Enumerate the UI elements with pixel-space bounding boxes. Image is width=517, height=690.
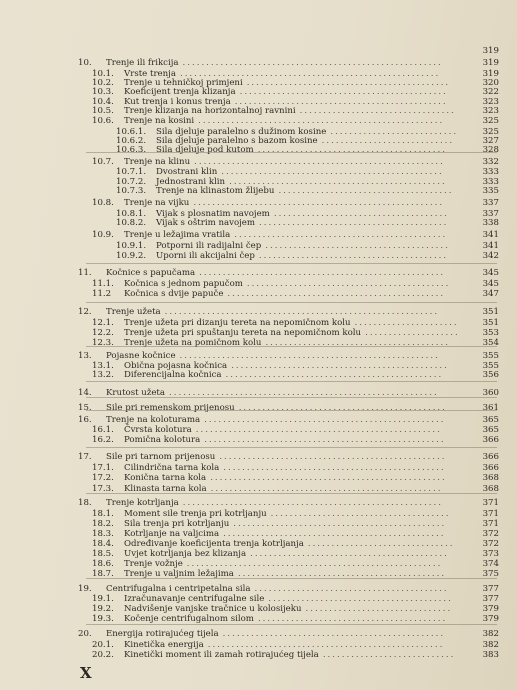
- toc-page-number: 323: [482, 97, 499, 107]
- toc-entry-number: 19.: [78, 584, 92, 594]
- dot-leader: ....................................................: [195, 425, 442, 435]
- dot-leader: .....................................................: [194, 157, 445, 167]
- dot-leader: .....................................: [273, 209, 449, 219]
- toc-entry-title: Određivanje koeficijenta trenja kotrljanja: [124, 539, 304, 549]
- toc-entry-number: 10.6.: [92, 116, 114, 126]
- toc-entry: [92, 604, 452, 614]
- toc-entry-title: Krutost užeta: [106, 388, 166, 398]
- dot-leader: ..............................................: [229, 177, 447, 187]
- dot-leader: .................................................: [210, 484, 443, 494]
- toc-entry-title: Diferencijalna kočnica: [124, 370, 222, 380]
- toc-page-number: 365: [482, 425, 499, 435]
- toc-entry-number: 13.: [78, 351, 92, 361]
- toc-page-number: 333: [482, 167, 499, 177]
- dot-leader: ........................................: [257, 614, 448, 624]
- toc-page-number: 371: [482, 519, 499, 529]
- toc-page-number: 347: [482, 289, 499, 299]
- toc-entry-number: 20.2.: [92, 650, 114, 660]
- toc-entry-title: Trenje užeta pri dizanju tereta na nepomičnom kolu: [124, 318, 351, 328]
- toc-page-number: 372: [482, 539, 499, 549]
- toc-entry-number: 10.5.: [92, 106, 114, 116]
- toc-entry-number: 10.9.1.: [116, 241, 147, 251]
- toc-entry: [78, 268, 445, 278]
- toc-entry-number: 10.8.2.: [116, 218, 147, 228]
- dot-leader: ...............................................: [223, 463, 446, 473]
- toc-page-number: 366: [482, 435, 499, 445]
- dot-leader: ....................................................: [199, 268, 446, 278]
- toc-entry: [78, 415, 445, 425]
- toc-page-number: 325: [482, 116, 499, 126]
- dot-leader: ......................................................: [186, 559, 443, 569]
- dot-leader: .......................................: [265, 241, 450, 251]
- toc-entry-title: Kočnica s jednom papučom: [124, 279, 243, 289]
- folio-numeral: X: [80, 664, 93, 682]
- toc-entry-title: Uvjet kotrljanja bez klizanja: [124, 549, 247, 559]
- dot-leader: ........................................: [258, 251, 449, 261]
- section-divider: [86, 447, 497, 448]
- toc-entry-number: 10.6.1.: [116, 127, 147, 137]
- toc-page-number: 383: [482, 650, 499, 660]
- dot-leader: ...........................: [330, 127, 459, 137]
- dot-leader: ....................................................: [198, 116, 445, 126]
- toc-entry-number: 16.2.: [92, 435, 114, 445]
- toc-entry: [92, 549, 449, 559]
- toc-page-number: 365: [482, 415, 499, 425]
- dot-leader: ..................................................: [210, 473, 447, 483]
- toc-entry-number: 18.2.: [92, 519, 114, 529]
- toc-entry-title: Čvrsta kolotura: [124, 425, 192, 435]
- toc-entry: [78, 452, 446, 462]
- toc-page-number: 338: [482, 218, 499, 228]
- toc-entry-title: Trenje na koloturama: [106, 415, 201, 425]
- dot-leader: .......................................................: [182, 58, 443, 68]
- toc-entry: [92, 559, 442, 569]
- toc-page-number: 354: [482, 338, 499, 348]
- toc-page-number: 337: [482, 198, 499, 208]
- toc-entry: [78, 584, 449, 594]
- toc-page-number: 333: [482, 177, 499, 187]
- toc-entry: [92, 370, 443, 380]
- toc-page-number: 368: [482, 484, 499, 494]
- dot-leader: ............................................: [237, 569, 447, 579]
- toc-entry: [92, 594, 453, 604]
- toc-entry: [92, 289, 445, 299]
- toc-entry-title: Sila trenja pri kotrljanju: [124, 519, 230, 529]
- toc-entry-title: Uporni ili akcijalni čep: [156, 251, 255, 261]
- toc-entry: [78, 498, 443, 508]
- toc-page-number: 374: [482, 559, 499, 569]
- dot-leader: .........................................: [254, 584, 449, 594]
- toc-entry: [92, 539, 455, 549]
- toc-page-number: 377: [482, 594, 499, 604]
- toc-page-number: 382: [482, 640, 499, 650]
- toc-entry: [116, 167, 444, 177]
- toc-entry: [92, 198, 444, 208]
- toc-page-number: 351: [482, 318, 499, 328]
- toc-entry-number: 10.2.: [92, 78, 114, 88]
- toc-entry: [92, 425, 442, 435]
- toc-page-number: 332: [482, 157, 499, 167]
- section-divider: [86, 263, 497, 264]
- toc-page-number: 335: [482, 186, 499, 196]
- toc-entry-title: Kotrljanje na valjcima: [124, 529, 220, 539]
- toc-entry-number: 19.2.: [92, 604, 114, 614]
- toc-entry-title: Trenje klizanja na horizontalnoj ravnini: [124, 106, 296, 116]
- toc-page-number: 325: [482, 127, 499, 137]
- toc-entry-title: Kočnice s papučama: [106, 268, 196, 278]
- toc-entry-title: Trenje vožnje: [124, 559, 183, 569]
- toc-entry-number: 12.3.: [92, 338, 114, 348]
- toc-entry: [78, 629, 445, 639]
- toc-entry: [92, 650, 455, 660]
- toc-page-number: 323: [482, 106, 499, 116]
- toc-entry-title: Potporni ili radijalni čep: [156, 241, 262, 251]
- dot-leader: .........................................................: [169, 388, 439, 398]
- dot-leader: .......................................: [265, 338, 450, 348]
- toc-entry: [92, 614, 447, 624]
- toc-entry: [92, 463, 446, 473]
- toc-entry: [92, 519, 446, 529]
- top-page-number: 319: [482, 46, 499, 56]
- toc-entry-number: 18.1.: [92, 509, 114, 519]
- toc-entry-number: 10.1.: [92, 69, 114, 79]
- toc-entry-title: Trenje užeta pri spuštanju tereta na nepomičnom kolu: [124, 328, 362, 338]
- toc-page-number: 379: [482, 614, 499, 624]
- toc-entry-number: 12.: [78, 307, 92, 317]
- toc-page-number: 319: [482, 58, 499, 68]
- toc-entry-number: 17.2.: [92, 473, 114, 483]
- toc-entry: [78, 58, 443, 68]
- toc-entry-number: 15.: [78, 403, 92, 413]
- toc-entry-number: 11.1.: [92, 279, 114, 289]
- toc-entry-title: Kinetička energija: [124, 640, 204, 650]
- toc-entry-title: Trenje na klinastom žlijebu: [156, 186, 275, 196]
- toc-page-number: 371: [482, 498, 499, 508]
- toc-entry: [92, 230, 447, 240]
- toc-entry-title: Kinetički moment ili zamah rotirajućeg tijela: [124, 650, 319, 660]
- dot-leader: ................................................: [219, 452, 447, 462]
- toc-entry: [78, 307, 439, 317]
- toc-entry-title: Koeficijent trenja klizanja: [124, 87, 236, 97]
- toc-entry-title: Pojasne kočnice: [106, 351, 176, 361]
- toc-entry-title: Vijak s plosnatim navojem: [156, 209, 270, 219]
- toc-page-number: 366: [482, 452, 499, 462]
- section-divider: [86, 152, 497, 153]
- dot-leader: .............................................: [234, 230, 448, 240]
- toc-entry-number: 10.7.3.: [116, 186, 147, 196]
- dot-leader: ...............................................: [221, 167, 444, 177]
- toc-entry-number: 18.3.: [92, 529, 114, 539]
- toc-entry: [92, 318, 459, 328]
- dot-leader: ....................: [365, 328, 460, 338]
- toc-entry-title: Vrste trenja: [124, 69, 176, 79]
- toc-entry-number: 18.7.: [92, 569, 114, 579]
- dot-leader: .......................................................: [182, 498, 443, 508]
- toc-entry-number: 10.4.: [92, 97, 114, 107]
- toc-entry-title: Nadvišenje vanjske tračnice u kolosijeku: [124, 604, 302, 614]
- toc-entry: [78, 351, 440, 361]
- section-divider: [86, 302, 497, 303]
- toc-entry: [92, 473, 447, 483]
- toc-entry-title: Trenje u ležajima vratila: [124, 230, 231, 240]
- section-divider: [86, 381, 497, 382]
- dot-leader: ..........................................................: [164, 307, 440, 317]
- toc-page-number: 327: [482, 136, 499, 146]
- toc-entry-number: 10.6.3.: [116, 145, 147, 155]
- toc-entry: [116, 186, 454, 196]
- section-divider: [86, 397, 497, 398]
- toc-page-number: 373: [482, 549, 499, 559]
- toc-entry-number: 12.1.: [92, 318, 114, 328]
- toc-entry: [92, 435, 446, 445]
- dot-leader: ..............................................: [227, 289, 446, 299]
- toc-page-number: 351: [482, 307, 499, 317]
- toc-entry-title: Sila djeluje paralelno s dužinom kosine: [156, 127, 327, 137]
- toc-entry: [116, 218, 448, 228]
- toc-page-number: 360: [482, 388, 499, 398]
- toc-page-number: 371: [482, 509, 499, 519]
- toc-entry-title: Trenje na vijku: [124, 198, 190, 208]
- toc-entry-title: Vijak s oštrim navojem: [156, 218, 256, 228]
- dot-leader: ............................: [321, 136, 455, 146]
- toc-page-number: 372: [482, 529, 499, 539]
- toc-entry-number: 10.9.2.: [116, 251, 147, 261]
- toc-entry-title: Izračunavanje centrifugalne sile: [124, 594, 265, 604]
- toc-page-number: 375: [482, 569, 499, 579]
- toc-entry-title: Sila djeluje pod kutom: [156, 145, 254, 155]
- toc-page-number: 345: [482, 268, 499, 278]
- toc-entry: [116, 251, 448, 261]
- toc-entry-number: 10.3.: [92, 87, 114, 97]
- toc-entry: [92, 106, 456, 116]
- toc-entry-number: 17.: [78, 452, 92, 462]
- toc-page-number: 342: [482, 251, 499, 261]
- dot-leader: ...................................................: [204, 415, 446, 425]
- toc-page-number: 328: [482, 145, 499, 155]
- toc-entry-number: 18.: [78, 498, 92, 508]
- dot-leader: .....................................................: [193, 198, 445, 208]
- toc-page-number: 322: [482, 87, 499, 97]
- toc-page-number: 368: [482, 473, 499, 483]
- section-divider: [86, 410, 497, 411]
- toc-entry-title: Trenje na kosini: [124, 116, 195, 126]
- toc-entry-number: 10.8.: [92, 198, 114, 208]
- toc-entry: [92, 328, 460, 338]
- toc-entry-title: Energija rotirajućeg tijela: [106, 629, 219, 639]
- toc-entry-number: 13.2.: [92, 370, 114, 380]
- toc-entry: [92, 529, 445, 539]
- toc-page-number: 337: [482, 209, 499, 219]
- toc-page-number: 382: [482, 629, 499, 639]
- toc-entry: [78, 403, 447, 413]
- toc-page-number: 341: [482, 241, 499, 251]
- toc-entry: [116, 145, 447, 155]
- dot-leader: ..............................................: [225, 370, 444, 380]
- toc-entry-number: 20.1.: [92, 640, 114, 650]
- toc-page-number: 345: [482, 279, 499, 289]
- dot-leader: ............................: [322, 650, 456, 660]
- toc-entry-title: Sila djeluje paralelno s bazom kosine: [156, 136, 318, 146]
- dot-leader: ........................................: [257, 145, 447, 155]
- toc-entry: [92, 157, 445, 167]
- toc-entry-title: Kočenje centrifugalnom silom: [124, 614, 254, 624]
- toc-entry-title: Trenje u valjnim ležajima: [124, 569, 234, 579]
- dot-leader: .............................................: [234, 97, 448, 107]
- toc-entry-number: 17.1.: [92, 463, 114, 473]
- toc-entry-title: Pomična kolotura: [124, 435, 201, 445]
- toc-page-number: 355: [482, 361, 499, 371]
- toc-entry-number: 10.: [78, 58, 92, 68]
- toc-entry-number: 17.3.: [92, 484, 114, 494]
- toc-page-number: 320: [482, 78, 499, 88]
- dot-leader: ......................................: [270, 509, 451, 519]
- dot-leader: ...........................................: [246, 78, 451, 88]
- toc-entry-title: Centrifugalna i centripetalna sila: [106, 584, 251, 594]
- toc-entry-number: 18.5.: [92, 549, 114, 559]
- toc-entry-title: Kut trenja i konus trenja: [124, 97, 231, 107]
- toc-entry-title: Trenje užeta na pomičnom kolu: [124, 338, 262, 348]
- toc-entry-number: 18.6.: [92, 559, 114, 569]
- dot-leader: ..................................................: [207, 640, 445, 650]
- toc-page-number: 379: [482, 604, 499, 614]
- toc-entry: [92, 116, 444, 126]
- toc-entry-number: 10.8.1.: [116, 209, 147, 219]
- dot-leader: ..............................................: [231, 361, 449, 371]
- toc-entry-number: 10.6.2.: [116, 136, 147, 146]
- dot-leader: .......................................................: [179, 351, 440, 361]
- toc-entry-title: Jednostrani klin: [156, 177, 226, 187]
- toc-entry-number: 20.: [78, 629, 92, 639]
- toc-entry-title: Trenje u tehničkoj primjeni: [124, 78, 243, 88]
- toc-page-number: 355: [482, 351, 499, 361]
- toc-entry-number: 11.2: [92, 289, 112, 299]
- toc-entry-number: 14.: [78, 388, 92, 398]
- toc-page-number: 361: [482, 403, 499, 413]
- dot-leader: ...........................................: [246, 279, 451, 289]
- toc-entry-title: Obična pojasna kočnica: [124, 361, 228, 371]
- toc-entry-title: Sile pri remenskom prijenosu: [106, 403, 235, 413]
- dot-leader: ...............................: [307, 539, 455, 549]
- toc-entry: [92, 509, 450, 519]
- dot-leader: .............................................: [233, 519, 447, 529]
- dot-leader: ............................................: [238, 403, 447, 413]
- toc-entry-number: 19.1.: [92, 594, 114, 604]
- toc-entry-title: Konična tarna kola: [124, 473, 207, 483]
- toc-entry: [92, 87, 448, 97]
- toc-entry: [92, 640, 444, 650]
- toc-entry-number: 16.: [78, 415, 92, 425]
- toc-entry-title: Cilindrična tarna kola: [124, 463, 220, 473]
- toc-entry: [116, 241, 450, 251]
- dot-leader: .....................................: [278, 186, 454, 196]
- dot-leader: ..........................................: [250, 549, 449, 559]
- dot-leader: ............................................: [239, 87, 448, 97]
- dot-leader: .................................: [299, 106, 456, 116]
- dot-leader: ...............................................: [222, 629, 446, 639]
- toc-entry-number: 10.7.1.: [116, 167, 147, 177]
- toc-entry-number: 10.7.: [92, 157, 114, 167]
- dot-leader: ...............................: [305, 604, 453, 614]
- toc-page-number: 341: [482, 230, 499, 240]
- toc-entry-title: Dvostrani klin: [156, 167, 218, 177]
- toc-entry-title: Moment sile trenja pri kotrljanju: [124, 509, 267, 519]
- toc-entry-title: Kočnica s dvije papuče: [124, 289, 224, 299]
- toc-page-number: 366: [482, 463, 499, 473]
- toc-entry-number: 13.1.: [92, 361, 114, 371]
- toc-entry-number: 19.3.: [92, 614, 114, 624]
- dot-leader: ...............................................: [223, 529, 446, 539]
- toc-page-number: 356: [482, 370, 499, 380]
- toc-page-number: 319: [482, 69, 499, 79]
- toc-entry-title: Trenje kotrljanja: [106, 498, 179, 508]
- dot-leader: .......................................: [268, 594, 453, 604]
- section-divider: [86, 493, 497, 494]
- section-divider: [86, 346, 497, 347]
- dot-leader: .......................................................: [179, 69, 441, 79]
- toc-entry-number: 18.4.: [92, 539, 114, 549]
- dot-leader: ........................................: [259, 218, 449, 228]
- toc-entry-title: Klinasta tarna kola: [124, 484, 207, 494]
- toc-entry-title: Trenje ili frikcija: [106, 58, 179, 68]
- section-divider: [86, 578, 497, 579]
- toc-entry-number: 11.: [78, 268, 92, 278]
- dot-leader: ...................................................: [204, 435, 446, 445]
- toc-entry-title: Trenje na klinu: [124, 157, 191, 167]
- toc-entry: [92, 279, 450, 289]
- toc-page-number: 377: [482, 584, 499, 594]
- toc-entry-number: 10.9.: [92, 230, 114, 240]
- toc-entry-title: Trenje užeta: [106, 307, 161, 317]
- toc-entry-title: Sile pri tarnom prijenosu: [106, 452, 216, 462]
- toc-entry-number: 16.1.: [92, 425, 114, 435]
- dot-leader: ......................: [354, 318, 459, 328]
- toc-page-number: 353: [482, 328, 499, 338]
- section-divider: [86, 624, 497, 625]
- toc-entry-number: 10.7.2.: [116, 177, 147, 187]
- toc-entry-number: 12.2.: [92, 328, 114, 338]
